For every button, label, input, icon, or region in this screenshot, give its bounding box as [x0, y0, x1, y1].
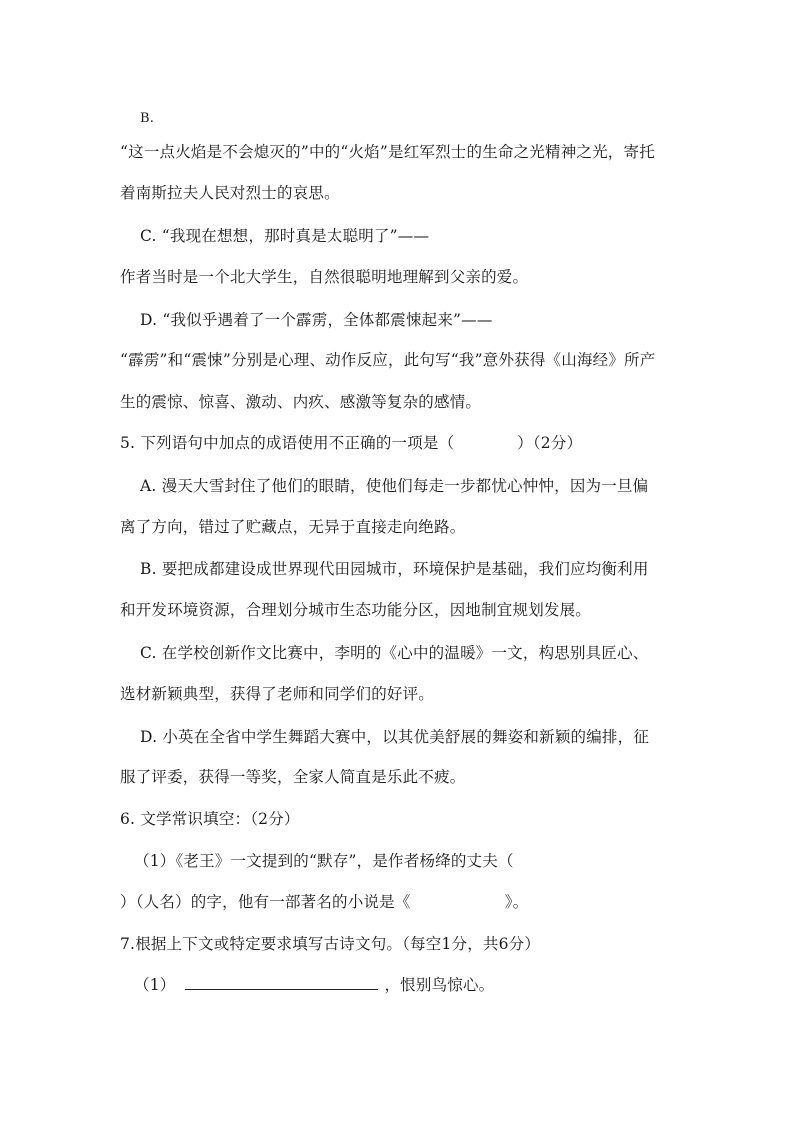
q5-option-c-line2: 选材新颖典型，获得了老师和同学们的好评。 [120, 685, 435, 703]
option-b-text-line1: “这一点火焰是不会熄灭的”中的“火焰”是红军烈士的生命之光精神之光，寄托 [120, 143, 655, 161]
question-5-stem: 5. 下列语句中加点的成语使用不正确的一项是（ ）（2分） [120, 434, 583, 452]
question-6-stem: 6. 文学常识填空：（2分） [120, 810, 300, 828]
q7-item-1-blank[interactable] [185, 975, 378, 990]
option-b-text-line2: 着南斯拉夫人民对烈士的哀思。 [120, 184, 340, 202]
q5-option-d-line2: 服了评委，获得一等奖，全家人简直是乐此不疲。 [120, 768, 466, 786]
q7-item-1-suffix: ，恨别鸟惊心。 [384, 976, 495, 994]
q5-option-b-line2: 和开发环境资源，合理划分城市生态功能分区，因地制宜规划发展。 [120, 601, 592, 619]
option-c-text: 作者当时是一个北大学生，自然很聪明地理解到父亲的爱。 [120, 268, 529, 286]
option-c-quote: C. “我现在想想，那时真是太聪明了”—— [140, 227, 430, 245]
q5-option-b-line1: B. 要把成都建设成世界现代田园城市，环境保护是基础，我们应均衡利用 [140, 560, 649, 578]
q5-option-a-line2: 离了方向，错过了贮藏点，无异于直接走向绝路。 [120, 518, 466, 536]
q5-option-c-line1: C. 在学校创新作文比赛中，李明的《心中的温暖》一文，构思别具匠心、 [140, 644, 649, 662]
q5-option-a-line1: A. 漫天大雪封住了他们的眼睛，使他们每走一步都忧心忡忡，因为一旦偏 [140, 477, 649, 495]
q7-item-1 [134, 975, 494, 995]
q5-option-d-line1: D. 小英在全省中学生舞蹈大赛中，以其优美舒展的舞姿和新颖的编排，征 [140, 728, 650, 746]
q6-item-1-line2: ）（人名）的字，他有一部著名的小说是《 》。 [120, 893, 529, 911]
option-d-quote: D. “我似乎遇着了一个霹雳，全体都震悚起来”—— [140, 311, 493, 329]
question-7-stem: 7.根据上下文或特定要求填写古诗文句。（每空1分，共6分） [120, 935, 541, 953]
q6-item-1-line1: （1）《老王》一文提到的“默存”，是作者杨绛的丈夫（ [134, 852, 514, 870]
option-d-text-line1: “霹雳”和“震悚”分别是心理、动作反应，此句写“我”意外获得《山海经》所产 [120, 351, 656, 369]
q7-item-1-number: （1） [134, 976, 176, 994]
option-b-label: B. [140, 111, 155, 126]
option-d-text-line2: 生的震惊、惊喜、激动、内疚、感激等复杂的感情。 [120, 393, 482, 411]
